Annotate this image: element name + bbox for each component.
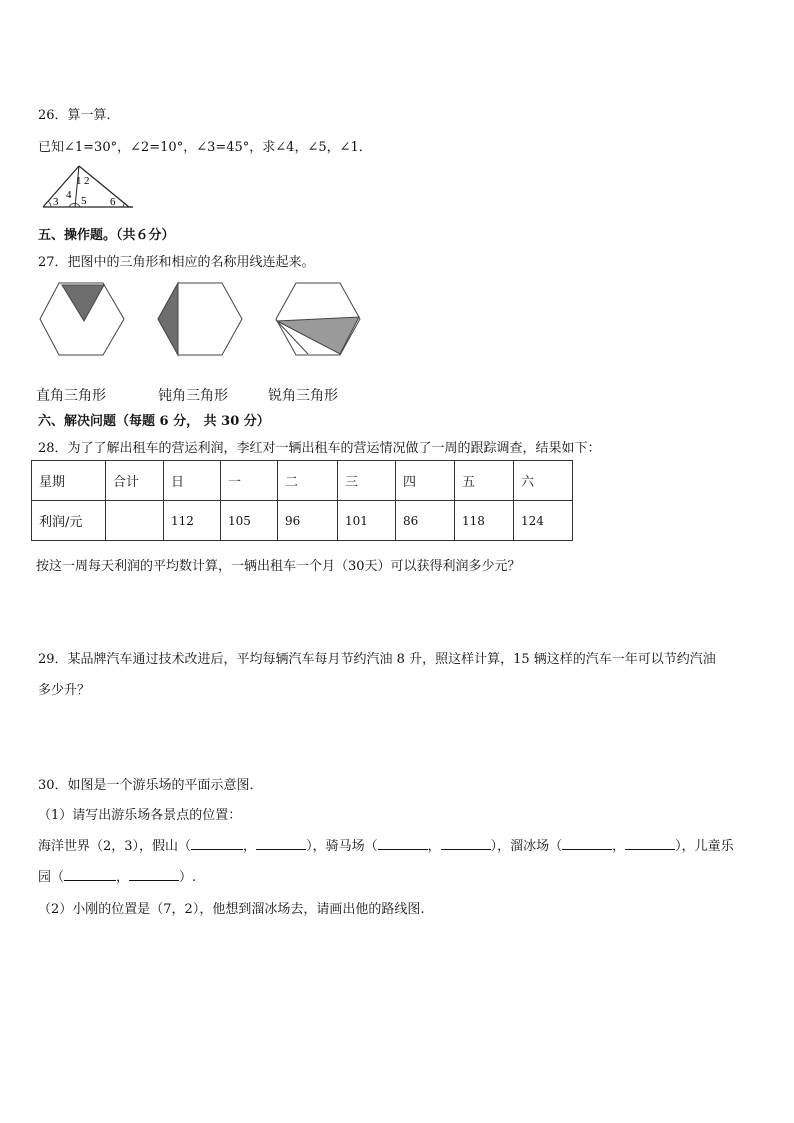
table-cell: 124: [514, 501, 573, 541]
profit-table: [31, 460, 573, 541]
q30-sub1: （1）请写出游乐场各景点的位置：: [38, 808, 242, 823]
q30-line2: [38, 866, 196, 885]
separator: ，: [243, 839, 257, 854]
table-cell: 二: [278, 461, 338, 501]
q30-line2-end: ）.: [179, 870, 197, 885]
q26-text: 已知∠1=30°，∠2=10°，∠3=45°，求∠4，∠5，∠1．: [38, 140, 372, 155]
q30-horse-text: ），骑马场（: [306, 839, 378, 854]
angle-label-5: 5: [81, 195, 87, 207]
table-cell: 三: [338, 461, 396, 501]
name-right-triangle: 直角三角形: [36, 388, 106, 404]
answer-blank[interactable]: [625, 837, 675, 850]
q30-park-text: 园（: [38, 870, 65, 885]
answer-blank[interactable]: [562, 837, 612, 850]
table-row: [32, 501, 573, 541]
table-row: [32, 461, 573, 501]
table-cell: 105: [221, 501, 278, 541]
table-cell: 利润/元: [32, 501, 106, 541]
table-cell: 日: [164, 461, 221, 501]
q30-child-text: ），儿童乐: [675, 839, 734, 854]
q30-line1: [38, 835, 734, 854]
q26-title: 26．算一算．: [38, 108, 120, 123]
angle-label-4: 4: [66, 189, 72, 201]
q27-title: 27．把图中的三角形和相应的名称用线连起来。: [38, 255, 315, 270]
angle-label-6: 6: [110, 196, 116, 208]
section6-title: 六、解决问题（每题 6 分， 共 30 分）: [38, 414, 270, 429]
table-cell: 96: [278, 501, 338, 541]
q30-ocean-text: 海洋世界（2，3），假山（: [38, 839, 192, 854]
table-cell: 112: [164, 501, 221, 541]
table-cell: 一: [221, 461, 278, 501]
name-obtuse-triangle: 钝角三角形: [158, 388, 228, 404]
q29-line2: 多少升？: [38, 683, 91, 698]
q30-title: 30．如图是一个游乐场的平面示意图．: [38, 778, 263, 793]
separator: ，: [116, 870, 130, 885]
table-cell: 合计: [106, 461, 164, 501]
answer-blank[interactable]: [256, 837, 306, 850]
table-cell: 86: [396, 501, 455, 541]
section5-title: 五、操作题。（共６分）: [38, 228, 175, 243]
table-cell: [106, 501, 164, 541]
angle-label-2: 2: [84, 175, 90, 187]
q28-question: 按这一周每天利润的平均数计算，一辆出租车一个月（30天）可以获得利润多少元？: [36, 559, 521, 574]
q30-sub2: （2）小刚的位置是（7，2），他想到溜冰场去，请画出他的路线图.: [38, 902, 425, 917]
answer-blank[interactable]: [191, 837, 243, 850]
q29-line1: 29．某品牌汽车通过技术改进后，平均每辆汽车每月节约汽油 8 升，照这样计算，15 辆这样的汽车一年可以节约汽油: [38, 652, 716, 667]
answer-blank[interactable]: [441, 837, 491, 850]
name-acute-triangle: 锐角三角形: [268, 388, 338, 404]
table-cell: 四: [396, 461, 455, 501]
hexagon-figure-3: [274, 281, 364, 359]
answer-blank[interactable]: [129, 868, 179, 881]
hexagon-figure-2: [156, 281, 246, 359]
table-cell: 101: [338, 501, 396, 541]
table-cell: 118: [455, 501, 514, 541]
table-cell: 星期: [32, 461, 106, 501]
q30-skate-text: ），溜冰场（: [490, 839, 563, 854]
q28-title: 28．为了了解出租车的营运利润，李红对一辆出租车的营运情况做了一周的跟踪调查，结果如下：: [38, 441, 601, 456]
answer-blank[interactable]: [64, 868, 116, 881]
q26-triangle-figure: [38, 160, 138, 212]
separator: ，: [427, 839, 441, 854]
table-cell: 六: [514, 461, 573, 501]
answer-blank[interactable]: [378, 837, 428, 850]
hexagon-figure-1: [38, 281, 128, 359]
table-cell: 五: [455, 461, 514, 501]
separator: ，: [612, 839, 626, 854]
angle-label-1: 1: [76, 175, 82, 187]
angle-label-3: 3: [53, 196, 59, 208]
